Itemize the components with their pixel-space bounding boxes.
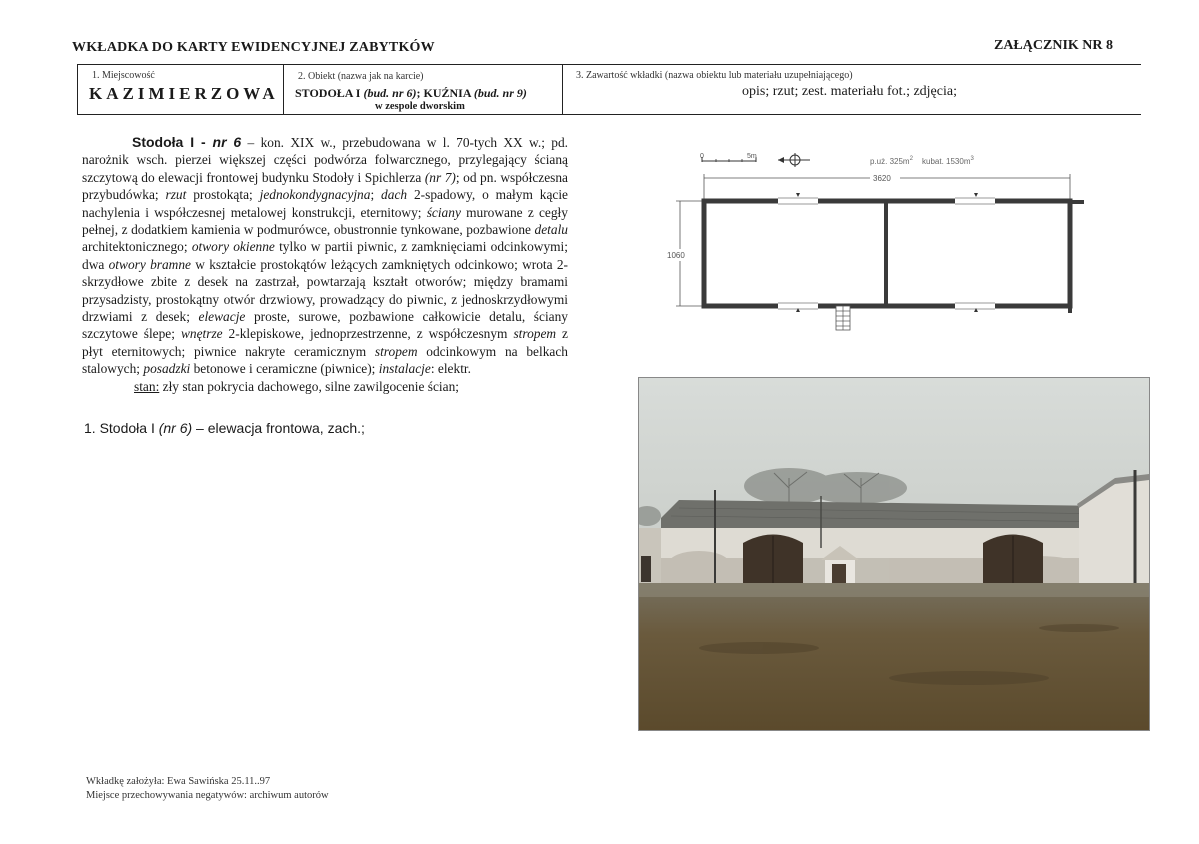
desc-keyword: wnętrze <box>180 326 223 342</box>
desc-text: : elektr. <box>430 361 471 377</box>
desc-text: ; <box>370 187 382 203</box>
desc-text: prostokąta; <box>186 187 260 203</box>
object-name-1: STODOŁA I <box>295 86 364 100</box>
desc-keyword: otwory bramne <box>108 256 191 272</box>
desc-text: w kształcie prostokątów leżących zamkniętych odcinkowo; wrota 2-skrzydłowe zbite z desek na zastrzał, powtarzają kształt otworów; między bramami przysadzisty, prostokątny otwór drzwiowy, prowadzący do piwnic, z jednoskrzydłowymi drzwiami z desek; <box>82 256 568 325</box>
condition-value: zły stan pokrycia dachowego, silne zawilgocenie ścian; <box>159 378 459 394</box>
object-value <box>295 86 527 101</box>
desc-keyword: instalacje <box>378 361 431 377</box>
photo-caption <box>84 420 365 436</box>
desc-text: z płyt eternitowych; piwnice nakryte ceramicznym <box>82 326 569 359</box>
author-note: Wkładkę założyła: Ewa Sawińska 25.11..97 <box>86 776 271 787</box>
footer-notes <box>86 775 329 803</box>
desc-keyword: posadzki <box>143 361 191 377</box>
desc-keyword: elewacje <box>198 309 246 325</box>
building-nr: nr 6 <box>212 134 242 150</box>
table-left-border <box>77 64 78 115</box>
description-lead <box>132 134 241 150</box>
desc-keyword: ściany <box>426 204 461 220</box>
desc-keyword: dach <box>381 187 408 203</box>
object-label: 2. Obiekt (nazwa jak na karcie) <box>298 71 424 82</box>
desc-keyword: otwory okienne <box>191 239 275 255</box>
object-nr-1: (bud. nr 6) <box>363 86 417 100</box>
building-description <box>82 134 568 395</box>
storage-note: Miejsce przechowywania negatywów: archiwum autorów <box>86 790 329 801</box>
usable-area: p.uż. $325m^2$ <box>870 156 913 166</box>
table-bottom-border <box>77 114 1141 115</box>
desc-text: betonowe i ceramiczne (piwnice); <box>190 361 379 377</box>
object-nr-2: (bud. nr 9) <box>473 86 527 100</box>
desc-text: proste, surowe, pozbawione całkowicie detalu, ściany szczytowe ślepe; <box>82 309 568 342</box>
desc-text: architektonicznego; <box>82 239 192 255</box>
object-context: w zespole dworskim <box>375 101 465 112</box>
table-divider-2 <box>562 64 563 115</box>
desc-text: murowane z cegły pełnej, z dodatkiem kamienia w podmurówce, obustronnie tynkowane, pozbawione <box>82 204 568 238</box>
desc-keyword: stropem <box>374 343 418 359</box>
desc-text: – kon. XIX w., przebudowana w l. 70-tych XX w.; pd. narożnik wsch. pierzei większej części podwórza folwarcznego, przylegający ścianą szczytową do elewacji frontowej budynku Stodoły i Spichlerza <box>82 135 568 185</box>
building-volume: kubat. $1530m^3$ <box>922 156 974 166</box>
table-top-border <box>77 64 1141 65</box>
desc-keyword: stropem <box>513 326 557 342</box>
table-divider-1 <box>283 64 284 115</box>
cellar-stairs <box>836 306 850 330</box>
condition-label: stan: <box>134 378 160 394</box>
floor-plan-drawing <box>660 145 1100 345</box>
length-dimension <box>704 173 1070 200</box>
place-value: KAZIMIERZOWA <box>89 84 279 103</box>
scale-bar <box>700 153 757 162</box>
content-value: opis; rzut; zest. materiału fot.; zdjęcia; <box>742 84 957 99</box>
north-arrow-icon <box>778 153 810 167</box>
desc-text: ; od pn. współczesna przybudówka; <box>82 169 568 203</box>
desc-text: odcinkowym na belkach stalowych; <box>82 343 568 377</box>
caption-suffix: – elewacja frontowa, zach.; <box>192 420 365 436</box>
document-title: WKŁADKA DO KARTY EWIDENCYJNEJ ZABYTKÓW <box>72 40 435 55</box>
plan-walls <box>704 193 1084 313</box>
length-value: 3620 <box>873 174 891 183</box>
scale-zero: 0 <box>700 153 704 160</box>
width-value: 1060 <box>667 251 685 260</box>
annex-number: ZAŁĄCZNIK NR 8 <box>993 38 1113 53</box>
description-paragraph <box>82 134 568 378</box>
desc-text: 2-spadowy, o małym kącie nachylenia i współczesnej metalowej konstrukcji, eternitowy; <box>82 187 568 220</box>
place-label: 1. Miejscowość <box>92 70 155 81</box>
scale-label: 5m <box>747 153 757 160</box>
caption-prefix: 1. Stodoła I <box>84 420 159 436</box>
desc-keyword: detalu <box>534 222 568 238</box>
width-dimension <box>667 201 704 306</box>
desc-ref: (nr 7) <box>424 169 456 185</box>
desc-keyword: jednokondygnacyjna <box>259 187 371 203</box>
building-name: Stodoła I - <box>132 134 213 150</box>
desc-keyword: rzut <box>165 187 187 203</box>
desc-text: 2-klepiskowe, jednoprzestrzenne, z współczesnym <box>222 326 514 342</box>
desc-text: tylko w partii piwnic, z zamknięciami odcinkowymi; dwa <box>82 239 568 272</box>
barn-photo <box>638 377 1150 731</box>
object-name-2: ; KUŹNIA <box>416 86 474 100</box>
content-label: 3. Zawartość wkładki (nazwa obiektu lub materiału uzupełniającego) <box>576 70 853 81</box>
condition-line <box>82 378 568 395</box>
caption-nr: (nr 6) <box>158 420 193 436</box>
